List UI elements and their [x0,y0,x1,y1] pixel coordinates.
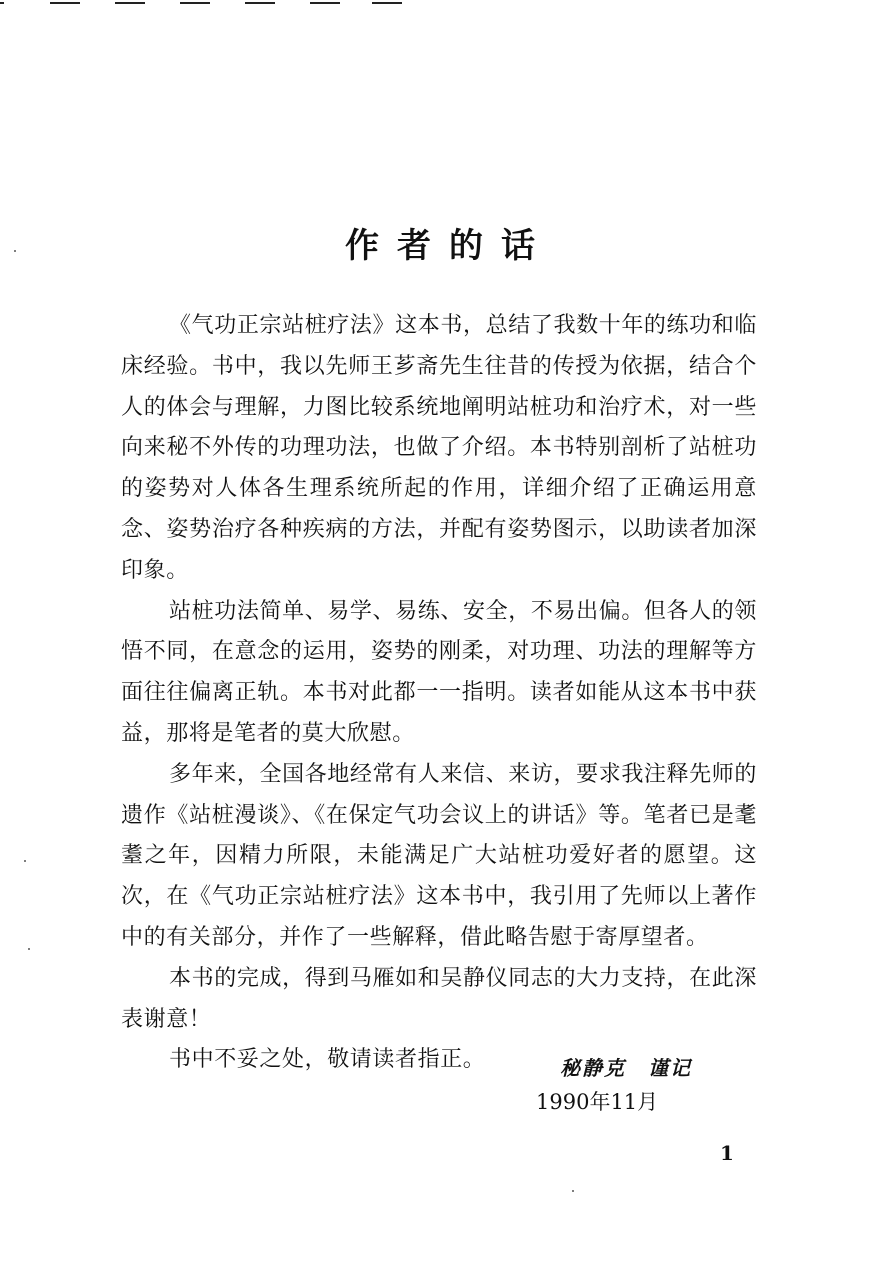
author-name: 秘静克 [560,1056,626,1080]
paragraph-3: 多年来，全国各地经常有人来信、来访，要求我注释先师的遗作《站桩漫谈》、《在保定气功会议上的讲话》等。笔者已是耄耋之年，因精力所限，未能满足广大站桩功爱好者的愿望。这次，在《气功正宗站桩疗法》这本书中，我引用了先师以上著作中的有关部分，并作了一些解释，借此略告慰于寄厚望者。 [121,761,757,950]
paragraph-4: 本书的完成，得到马雁如和吴静仪同志的大力支持，在此深表谢意！ [121,965,757,1032]
date: 1990年11月 [536,1090,659,1114]
scan-speck [24,860,26,862]
scan-speck [28,948,30,950]
scan-speck [572,1190,574,1192]
scan-speck [14,250,16,252]
body-text [121,306,757,1081]
author-signature [560,1052,692,1084]
paragraph-5: 书中不妥之处，敬请读者指正。 [169,1047,486,1073]
paragraph-1: 《气功正宗站桩疗法》这本书，总结了我数十年的练功和临床经验。书中，我以先师王芗斋先生往昔的传授为依据，结合个人的体会与理解，力图比较系统地阐明站桩功和治疗术，对一些向来秘不外传的功理功法，也做了介绍。本书特别剖析了站桩功的姿势对人体各生理系统所起的作用，详细介绍了正确运用意念、姿势治疗各种疾病的方法，并配有姿势图示，以助读者加深印象。 [121,313,757,583]
top-rule-marks [0,0,880,6]
paragraph-2: 站桩功法简单、易学、易练、安全，不易出偏。但各人的领悟不同，在意念的运用，姿势的刚柔，对功理、功法的理解等方面往往偏离正轨。本书对此都一一指明。读者如能从这本书中获益，那将是笔者的莫大欣慰。 [121,598,757,746]
page-title: 作者的话 [345,226,553,266]
page-number: 1 [720,1141,734,1165]
signature-note: 谨记 [648,1056,692,1080]
